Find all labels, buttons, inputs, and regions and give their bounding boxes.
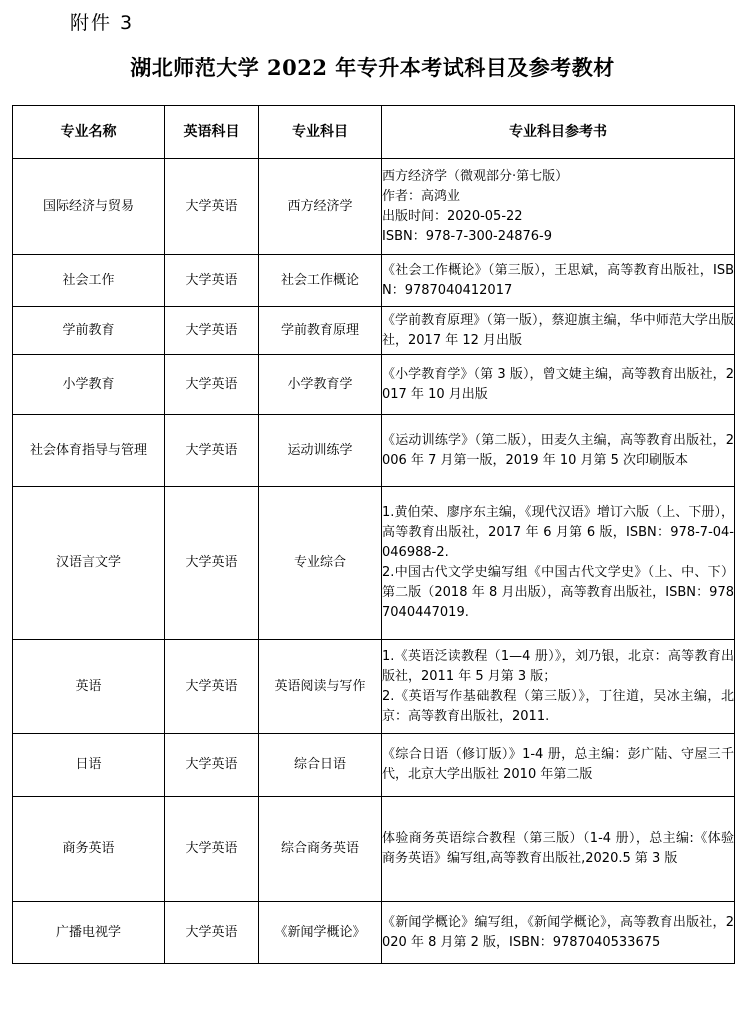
english-subject-cell: 大学英语 xyxy=(165,255,259,307)
major-subject-cell: 综合商务英语 xyxy=(259,797,382,902)
reference-line: 《新闻学概论》编写组，《新闻学概论》，高等教育出版社，2020 年 8 月第 2 版，ISBN：9787040533675 xyxy=(382,914,734,950)
english-subject-cell: 大学英语 xyxy=(165,902,259,964)
major-subject-cell: 英语阅读与写作 xyxy=(259,640,382,734)
subjects-table xyxy=(12,105,735,964)
major-cell: 学前教育 xyxy=(13,307,165,355)
table-row xyxy=(13,307,735,355)
table-row xyxy=(13,902,735,964)
table-row xyxy=(13,159,735,255)
reference-line: 1.《英语泛读教程（1—4 册）》，刘乃银，北京：高等教育出版社，2011 年 5 月第 3 版； xyxy=(382,648,734,684)
header-english-subject: 英语科目 xyxy=(165,106,259,159)
table-row xyxy=(13,255,735,307)
reference-line: 西方经济学（微观部分·第七版） xyxy=(382,168,569,184)
english-subject-cell: 大学英语 xyxy=(165,734,259,797)
header-major-subject: 专业科目 xyxy=(259,106,382,159)
reference-line: 1.黄伯荣、廖序东主编，《现代汉语》增订六版（上、下册），高等教育出版社，2017 年 6 月第 6 版，ISBN：978-7-04-046988-2. xyxy=(382,505,734,560)
english-subject-cell: 大学英语 xyxy=(165,415,259,487)
major-cell: 社会工作 xyxy=(13,255,165,307)
reference-books-cell xyxy=(382,487,735,640)
reference-books-cell xyxy=(382,734,735,797)
reference-line: 《综合日语（修订版）》1-4 册，总主编：彭广陆、守屋三千代，北京大学出版社 2010 年第二版 xyxy=(382,747,734,782)
table-row xyxy=(13,487,735,640)
reference-books-cell xyxy=(382,159,735,255)
major-cell: 小学教育 xyxy=(13,355,165,415)
english-subject-cell: 大学英语 xyxy=(165,355,259,415)
major-subject-cell: 学前教育原理 xyxy=(259,307,382,355)
table-row xyxy=(13,734,735,797)
major-subject-cell: 运动训练学 xyxy=(259,415,382,487)
major-cell: 国际经济与贸易 xyxy=(13,159,165,255)
table-row xyxy=(13,415,735,487)
major-subject-cell: 社会工作概论 xyxy=(259,255,382,307)
reference-books-cell xyxy=(382,797,735,902)
english-subject-cell: 大学英语 xyxy=(165,159,259,255)
table-row xyxy=(13,355,735,415)
reference-line: 出版时间：2020-05-22 xyxy=(382,208,523,224)
major-subject-cell: 《新闻学概论》 xyxy=(259,902,382,964)
reference-line: 作者：高鸿业 xyxy=(382,188,461,204)
table-row xyxy=(13,797,735,902)
reference-books-cell xyxy=(382,307,735,355)
english-subject-cell: 大学英语 xyxy=(165,640,259,734)
major-cell: 商务英语 xyxy=(13,797,165,902)
major-subject-cell: 西方经济学 xyxy=(259,159,382,255)
reference-line: 《学前教育原理》（第一版），蔡迎旗主编，华中师范大学出版社，2017 年 12 月出版 xyxy=(382,312,734,348)
reference-line: 2.中国古代文学史编写组《中国古代文学史》（上、中、下）第二版（2018 年 8 月出版），高等教育出版社，ISBN：9787040447019. xyxy=(382,565,734,620)
english-subject-cell: 大学英语 xyxy=(165,307,259,355)
reference-line: 《社会工作概论》（第三版），王思斌，高等教育出版社，ISBN：9787040412017 xyxy=(382,262,734,298)
reference-line: ISBN：978-7-300-24876-9 xyxy=(382,228,553,244)
header-major: 专业名称 xyxy=(13,106,165,159)
major-subject-cell: 综合日语 xyxy=(259,734,382,797)
major-cell: 英语 xyxy=(13,640,165,734)
major-subject-cell: 专业综合 xyxy=(259,487,382,640)
header-reference-books: 专业科目参考书 xyxy=(382,106,735,159)
attachment-label: 附件 3 xyxy=(70,12,135,34)
document-title: 湖北师范大学 2022 年专升本考试科目及参考教材 xyxy=(130,55,615,80)
reference-books-cell xyxy=(382,255,735,307)
table-header-row xyxy=(13,106,735,159)
reference-books-cell xyxy=(382,355,735,415)
english-subject-cell: 大学英语 xyxy=(165,487,259,640)
reference-books-cell xyxy=(382,640,735,734)
major-cell: 汉语言文学 xyxy=(13,487,165,640)
major-cell: 社会体育指导与管理 xyxy=(13,415,165,487)
reference-line: 体验商务英语综合教程（第三版）（1-4 册），总主编:《体验商务英语》编写组,高等教育出版社,2020.5 第 3 版 xyxy=(382,831,734,866)
english-subject-cell: 大学英语 xyxy=(165,797,259,902)
major-cell: 广播电视学 xyxy=(13,902,165,964)
major-cell: 日语 xyxy=(13,734,165,797)
reference-line: 《运动训练学》（第二版），田麦久主编，高等教育出版社，2006 年 7 月第一版，2019 年 10 月第 5 次印刷版本 xyxy=(382,432,734,468)
major-subject-cell: 小学教育学 xyxy=(259,355,382,415)
reference-line: 《小学教育学》（第 3 版），曾文婕主编，高等教育出版社，2017 年 10 月出版 xyxy=(382,366,734,402)
reference-line: 2.《英语写作基础教程（第三版）》，丁往道，吴冰主编，北京：高等教育出版社，2011. xyxy=(382,688,734,724)
reference-books-cell xyxy=(382,902,735,964)
reference-books-cell xyxy=(382,415,735,487)
table-row xyxy=(13,640,735,734)
